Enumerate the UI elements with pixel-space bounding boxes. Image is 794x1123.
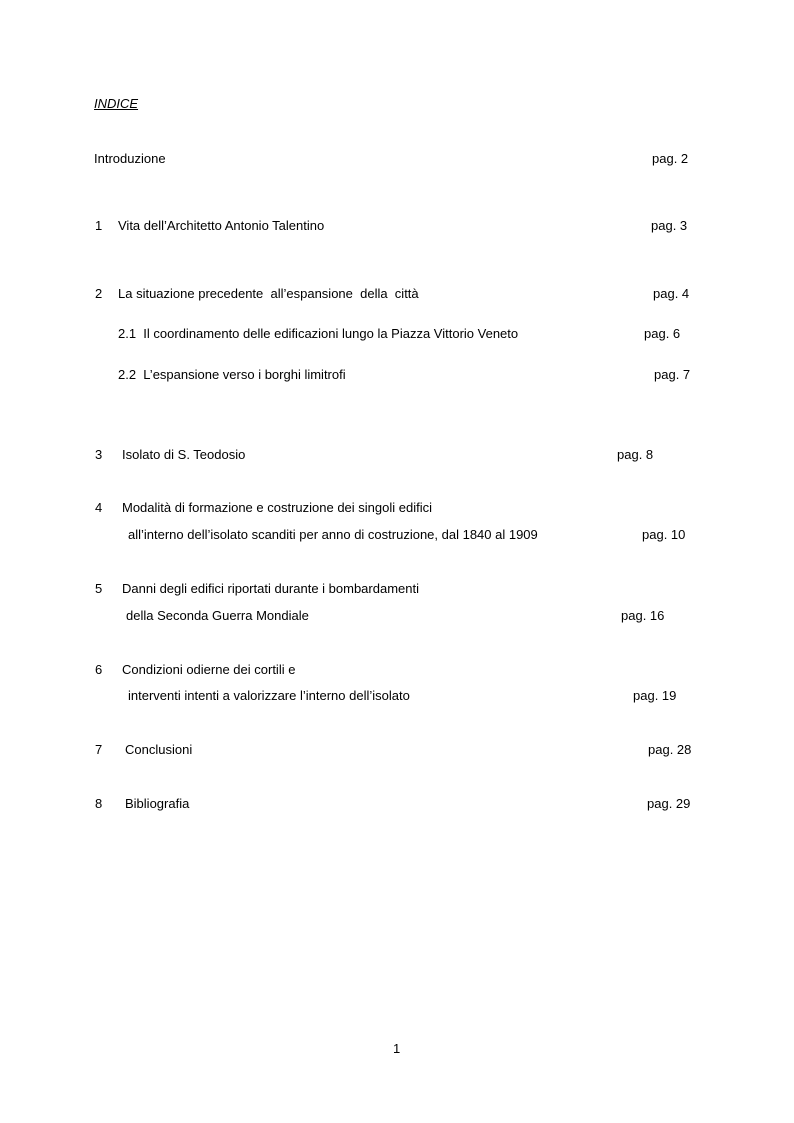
index-title: INDICE [94, 96, 139, 111]
toc-subentry-text: 2.1 Il coordinamento delle edificazioni lungo la Piazza Vittorio Veneto [118, 326, 519, 341]
toc-entry-page: pag. 7 [654, 367, 691, 382]
toc-entry-text: Vita dell’Architetto Antonio Talentino [118, 218, 325, 233]
toc-entry-page: pag. 28 [648, 742, 692, 757]
toc-entry-number: 2 [95, 286, 103, 301]
toc-entry-text-continued: interventi intenti a valorizzare l’interno dell’isolato [128, 688, 410, 703]
toc-entry-page: pag. 4 [653, 286, 690, 301]
toc-entry-page: pag. 3 [651, 218, 688, 233]
toc-entry-number: 8 [95, 796, 103, 811]
toc-entry-number: 1 [95, 218, 103, 233]
toc-entry-page: pag. 29 [647, 796, 691, 811]
page-number: 1 [393, 1041, 401, 1056]
toc-entry-text-continued: all’interno dell’isolato scanditi per anno di costruzione, dal 1840 al 1909 [128, 527, 538, 542]
toc-entry-number: 4 [95, 500, 103, 515]
toc-entry-text: Bibliografia [125, 796, 190, 811]
toc-entry-number: 6 [95, 662, 103, 677]
toc-entry-page: pag. 8 [617, 447, 654, 462]
toc-entry-number: 7 [95, 742, 103, 757]
toc-entry-text: Introduzione [94, 151, 166, 166]
toc-entry-page: pag. 6 [644, 326, 681, 341]
toc-entry-page: pag. 10 [642, 527, 686, 542]
toc-subentry-text: 2.2 L’espansione verso i borghi limitrofi [118, 367, 346, 382]
toc-entry-text: Isolato di S. Teodosio [122, 447, 246, 462]
toc-entry-text: Conclusioni [125, 742, 193, 757]
toc-entry-text: Danni degli edifici riportati durante i bombardamenti [122, 581, 419, 596]
toc-entry-page: pag. 2 [652, 151, 689, 166]
toc-entry-number: 5 [95, 581, 103, 596]
toc-entry-page: pag. 16 [621, 608, 665, 623]
toc-entry-text-continued: della Seconda Guerra Mondiale [126, 608, 309, 623]
toc-entry-number: 3 [95, 447, 103, 462]
toc-entry-text: Condizioni odierne dei cortili e [122, 662, 296, 677]
toc-entry-text: Modalità di formazione e costruzione dei singoli edifici [122, 500, 432, 515]
toc-entry-page: pag. 19 [633, 688, 677, 703]
toc-entry-text: La situazione precedente all’espansione della città [118, 286, 419, 301]
